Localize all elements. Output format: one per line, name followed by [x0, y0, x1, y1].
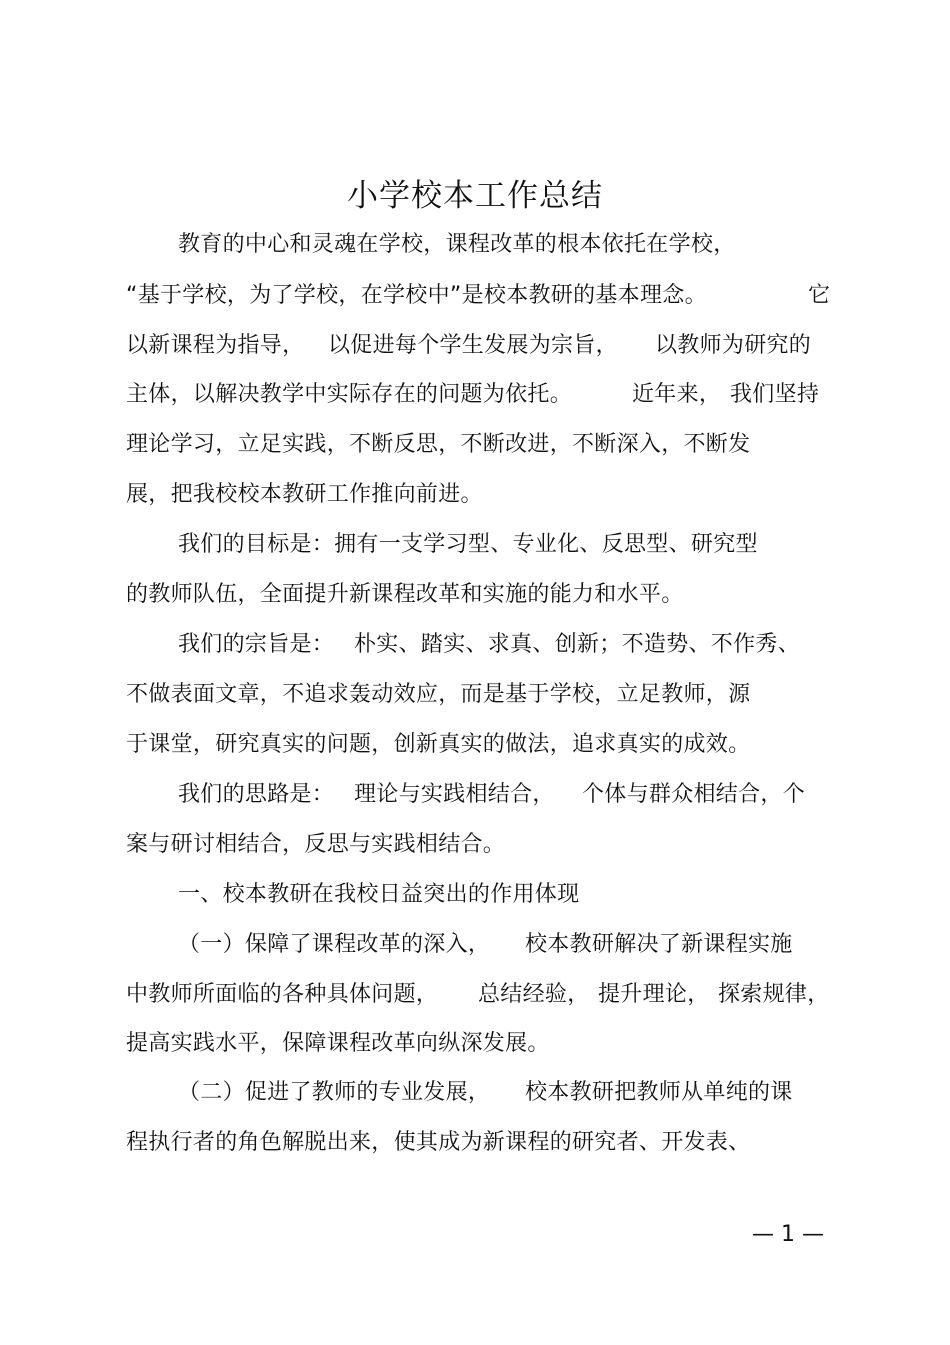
text-line: 于课堂，研究真实的问题，创新真实的做法，追求真实的成效。	[126, 732, 751, 757]
section-heading: 一、校本教研在我校日益突出的作用体现	[178, 882, 580, 907]
text-line: 我们的思路是：	[178, 782, 335, 807]
text-line: 总结经验，	[478, 982, 590, 1007]
text-line: 以新课程为指导，	[126, 333, 305, 358]
text-line: 以促进每个学生发展为宗旨，	[328, 333, 618, 358]
text-line: 它	[808, 283, 831, 308]
subsection-heading: （一）保障了课程改革的深入，	[178, 932, 491, 957]
text-line: 个体与群众相结合，个	[582, 782, 806, 807]
text-line: 案与研讨相结合，反思与实践相结合。	[126, 832, 506, 857]
text-line: 理论与实践相结合，	[354, 782, 555, 807]
text-line: 探索规律，	[718, 982, 830, 1007]
text-line: 我们的宗旨是：	[178, 632, 335, 657]
text-line: 程执行者的角色解脱出来，使其成为新课程的研究者、开发表、	[126, 1130, 751, 1155]
text-line: 教育的中心和灵魂在学校，课程改革的根本依托在学校，	[178, 232, 736, 257]
text-line: 展，把我校校本教研工作推向前进。	[126, 482, 483, 507]
text-line: 中教师所面临的各种具体问题，	[126, 982, 439, 1007]
subsection-heading: （二）促进了教师的专业发展，	[178, 1080, 491, 1105]
text-line: 我们的目标是：拥有一支学习型、专业化、反思型、研究型	[178, 532, 758, 557]
text-line: 提高实践水平，保障课程改革向纵深发展。	[126, 1031, 550, 1056]
text-line: 校本教研解决了新课程实施	[525, 932, 793, 957]
text-line: 朴实、踏实、求真、创新；不造势、不作秀、	[354, 632, 801, 657]
document-title: 小学校本工作总结	[347, 178, 603, 214]
text-line: 理论学习，立足实践，不断反思，不断改进，不断深入，不断发	[126, 432, 751, 457]
text-line: 近年来，	[632, 382, 722, 407]
text-line: “基于学校，为了学校，在学校中”是校本教研的基本理念。	[126, 283, 707, 308]
page-number: — 1 —	[752, 1222, 824, 1247]
text-line: 提升理论，	[598, 982, 710, 1007]
text-line: 以教师为研究的	[655, 333, 812, 358]
text-line: 不做表面文章，不追求轰动效应，而是基于学校，立足教师，源	[126, 682, 751, 707]
text-line: 主体，以解决教学中实际存在的问题为依托。	[126, 382, 573, 407]
text-line: 我们坚持	[730, 382, 820, 407]
text-line: 校本教研把教师从单纯的课	[525, 1080, 793, 1105]
text-line: 的教师队伍，全面提升新课程改革和实施的能力和水平。	[126, 582, 684, 607]
